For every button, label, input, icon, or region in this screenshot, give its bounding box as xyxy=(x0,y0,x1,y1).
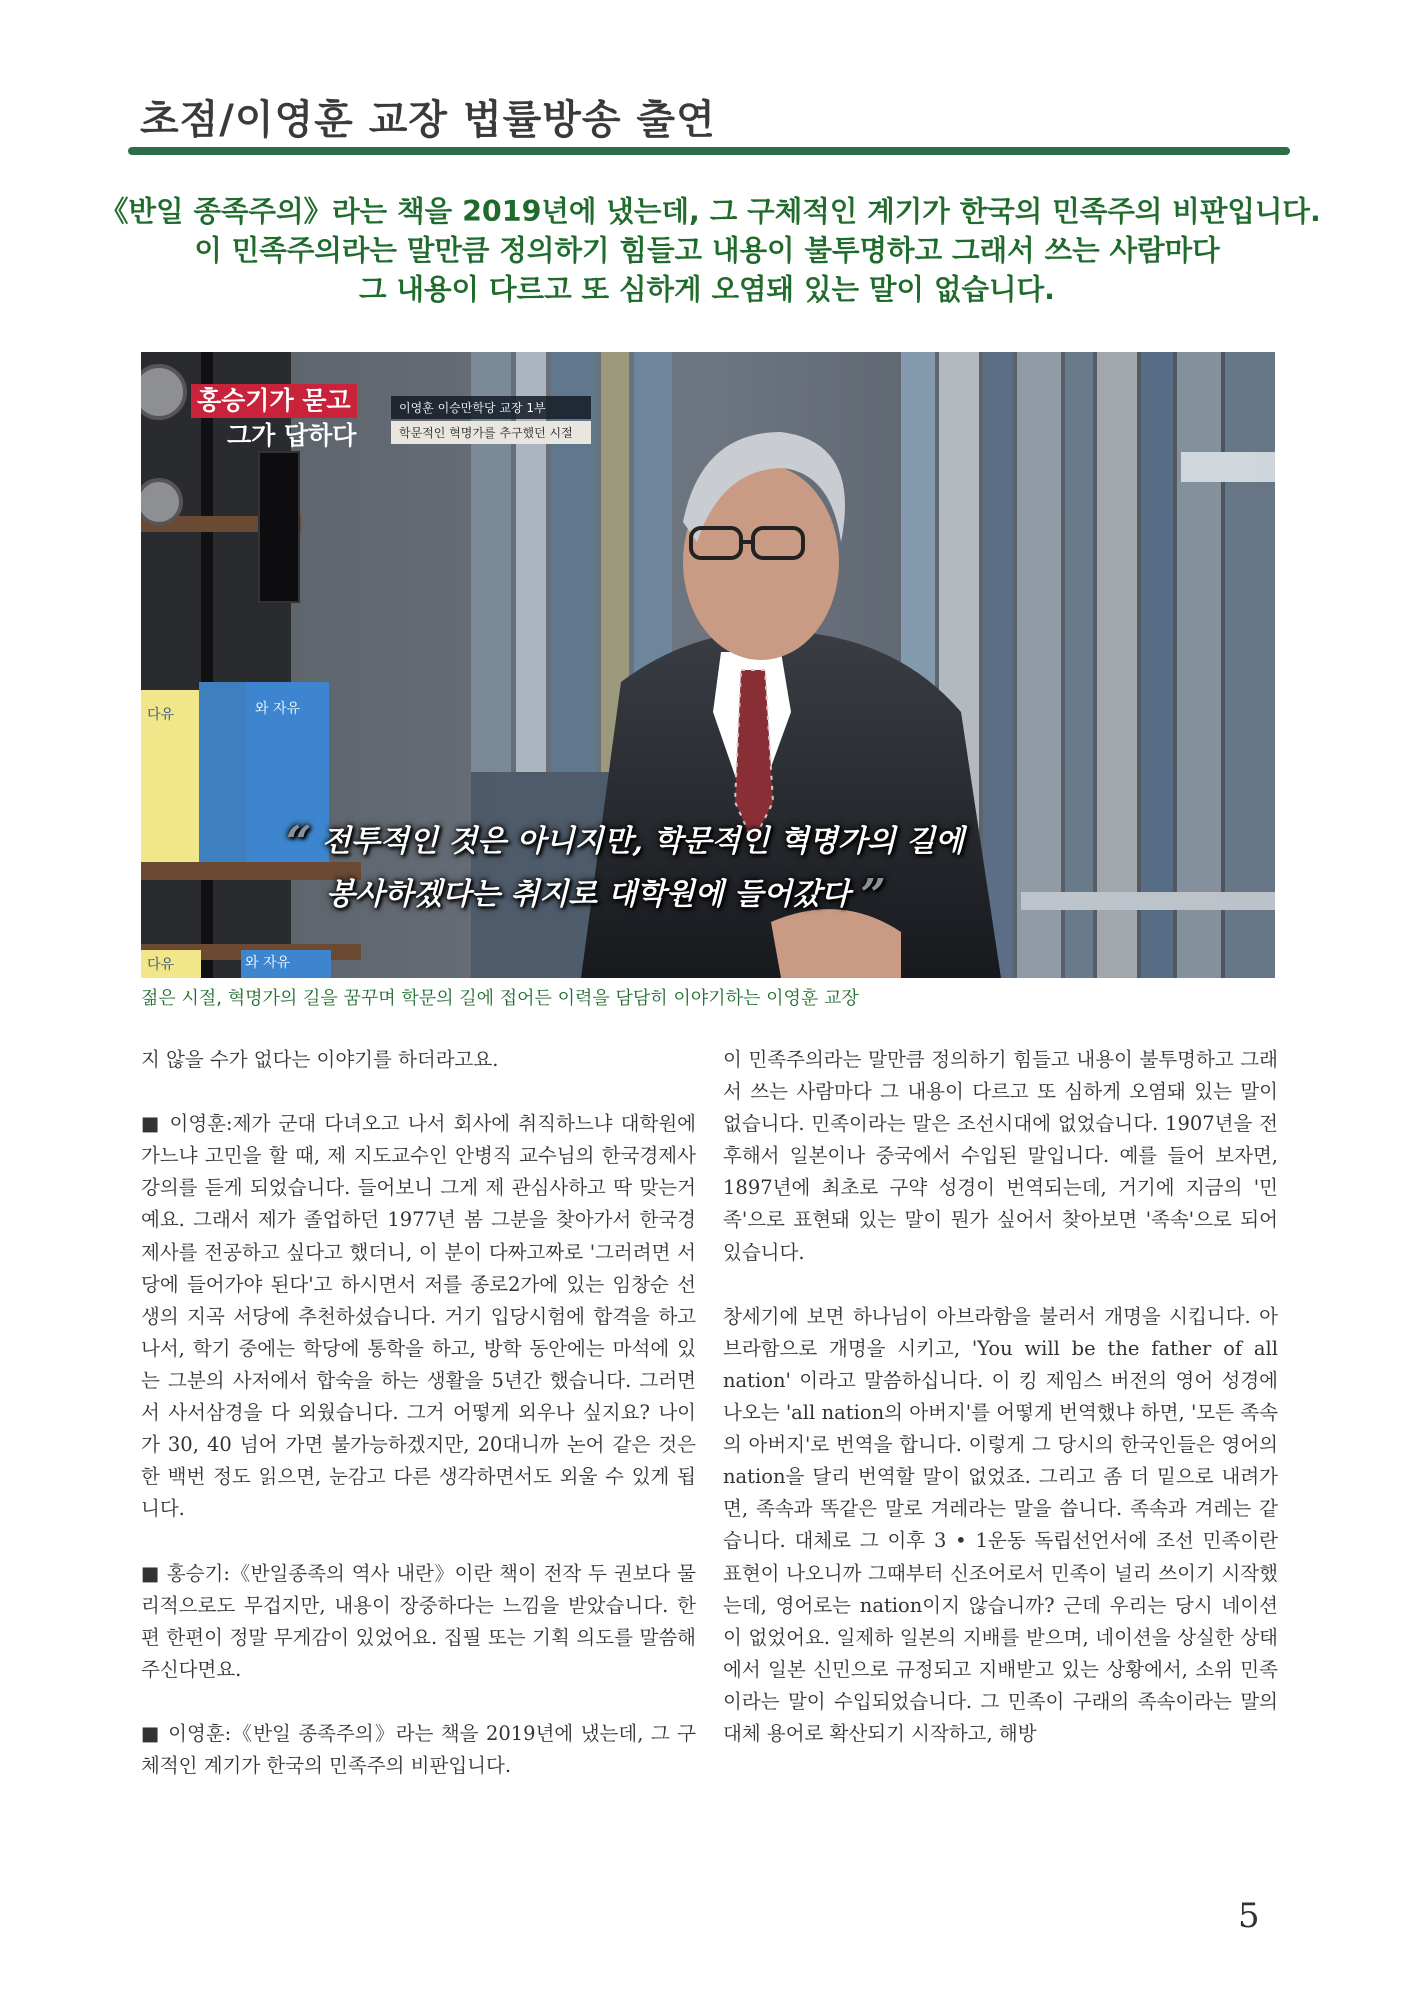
article-paragraph: 창세기에 보면 하나님이 아브라함을 불러서 개명을 시킵니다. 아브라함으로 개명을 시키고, 'You will be the father of all nation' 이라고 말씀하십니다. 이 킹 제임스 버전의 영어 성경에 나오는 'all nation의 아버지'를 어떻게 번역했냐 하면, '모든 족속의 아버지'로 번역을 합니다. 이렇게 그 당시의 한국인들은 영어의 nation을 달리 번역할 말이 없었죠. 그리고 좀 더 밑으로 내려가면, 족속과 똑같은 말로 겨레라는 말을 씁니다. 족속과 겨레는 같습니다. 대체로 그 이후 3 • 1운동 독립선언서에 조선 민족이란 표현이 나오니까 그때부터 신조어로서 민족이 널리 쓰이기 시작했는데, 영어로는 nation이지 않습니까? 근데 우리는 당시 네이션이 없었어요. 일제하 일본의 지배를 받으며, 네이션을 상실한 상태에서 일본 신민으로 규정되고 지배받고 있는 상황에서, 소위 민족이라는 말이 수입되었습니다. 그 민족이 구래의 족속이라는 말의 대체 용어로 확산되기 시작하고, 해방 xyxy=(723,1304,1278,1745)
photo-caption: 젊은 시절, 혁명가의 길을 꿈꾸며 학문의 길에 접어든 이력을 담담히 이야기하는 이영훈 교장 xyxy=(141,988,859,1009)
article-paragraph: ■ 홍승기:《반일종족의 역사 내란》이란 책이 전작 두 권보다 물리적으로도 무겁지만, 내용이 장중하다는 느낌을 받았습니다. 한편 한편이 정말 무게감이 있었어요. 집필 또는 기획 의도를 말씀해주신다면요. xyxy=(141,1561,696,1681)
article-paragraph: 이 민족주의라는 말만큼 정의하기 힘들고 내용이 불투명하고 그래서 쓰는 사람마다 그 내용이 다르고 또 심하게 오염돼 있는 말이 없습니다. 민족이라는 말은 조선시대에 없었습니다. 1907년을 전후해서 일본이나 중국에서 수입된 말입니다. 예를 들어 보자면, 1897년에 최초로 구약 성경이 번역되는데, 거기에 지금의 '민족'으로 표현돼 있는 말이 뭔가 싶어서 찾아보면 '족속'으로 되어 있습니다. xyxy=(723,1048,1278,1264)
book-spine-label: 와 자유 xyxy=(245,955,291,971)
interview-photo xyxy=(141,352,1275,978)
open-quote-icon: “ xyxy=(286,817,312,868)
pull-quote xyxy=(100,192,1321,309)
pull-quote-line: 이 민족주의라는 말만큼 정의하기 힘들고 내용이 불투명하고 그래서 쓰는 사람마다 xyxy=(194,234,1220,267)
article-column-right xyxy=(723,1044,1278,1782)
pull-quote-line: 《반일 종족주의》라는 책을 2019년에 냈는데, 그 구체적인 계기가 한국의 민족주의 비판입니다. xyxy=(100,195,1321,228)
show-logo-line1: 홍승기가 묻고 xyxy=(191,384,357,418)
book-spine-label: 다유 xyxy=(147,957,175,973)
episode-subtitle: 학문적인 혁명가를 추구했던 시절 xyxy=(391,421,591,444)
episode-name: 이영훈 이승만학당 교장 1부 xyxy=(391,396,591,419)
video-subtitle xyxy=(286,816,1166,922)
article-paragraph: 지 않을 수가 없다는 이야기를 하더라고요. xyxy=(141,1048,499,1071)
header-divider xyxy=(128,147,1290,155)
show-logo-line2: 그가 답하다 xyxy=(227,421,357,450)
article-paragraph: ■ 이영훈:제가 군대 다녀오고 나서 회사에 취직하느냐 대학원에 가느냐 고민을 할 때, 제 지도교수인 안병직 교수님의 한국경제사 강의를 듣게 되었습니다. 들어보니 그게 제 관심사하고 딱 맞는거예요. 그래서 제가 졸업하던 1977년 봄 그분을 찾아가서 한국경제사를 전공하고 싶다고 했더니, 이 분이 다짜고짜로 '그러려면 서당에 들어가야 된다'고 하시면서 저를 종로2가에 있는 임창순 선생의 지곡 서당에 추천하셨습니다. 거기 입당시험에 합격을 하고나서, 학기 중에는 학당에 통학을 하고, 방학 동안에는 마석에 있는 그분의 사저에서 합숙을 하는 생활을 5년간 했습니다. 그러면서 사서삼경을 다 외웠습니다. 그거 어떻게 외우나 싶지요? 나이가 30, 40 넘어 가면 불가능하겠지만, 20대니까 논어 같은 것은 한 백번 정도 읽으면, 눈감고 다른 생각하면서도 외울 수 있게 됩니다. xyxy=(141,1112,696,1521)
episode-caption xyxy=(391,396,591,444)
book-spine-label: 와 자유 xyxy=(255,701,301,717)
pull-quote-line: 그 내용이 다르고 또 심하게 오염돼 있는 말이 없습니다. xyxy=(359,273,1055,306)
video-subtitle-line: 전투적인 것은 아니지만, 학문적인 혁명가의 길에 xyxy=(321,824,965,859)
video-subtitle-line: 봉사하겠다는 취지로 대학원에 들어갔다 xyxy=(326,877,850,912)
page-header-title: 초점/이영훈 교장 법률방송 출연 xyxy=(140,97,716,143)
close-quote-icon: ” xyxy=(860,870,886,921)
book-spine-label: 다유 xyxy=(147,707,175,723)
article-paragraph: ■ 이영훈:《반일 종족주의》라는 책을 2019년에 냈는데, 그 구체적인 계기가 한국의 민족주의 비판입니다. xyxy=(141,1721,696,1778)
page-number: 5 xyxy=(1238,1896,1260,1936)
article-column-left xyxy=(141,1044,696,1814)
